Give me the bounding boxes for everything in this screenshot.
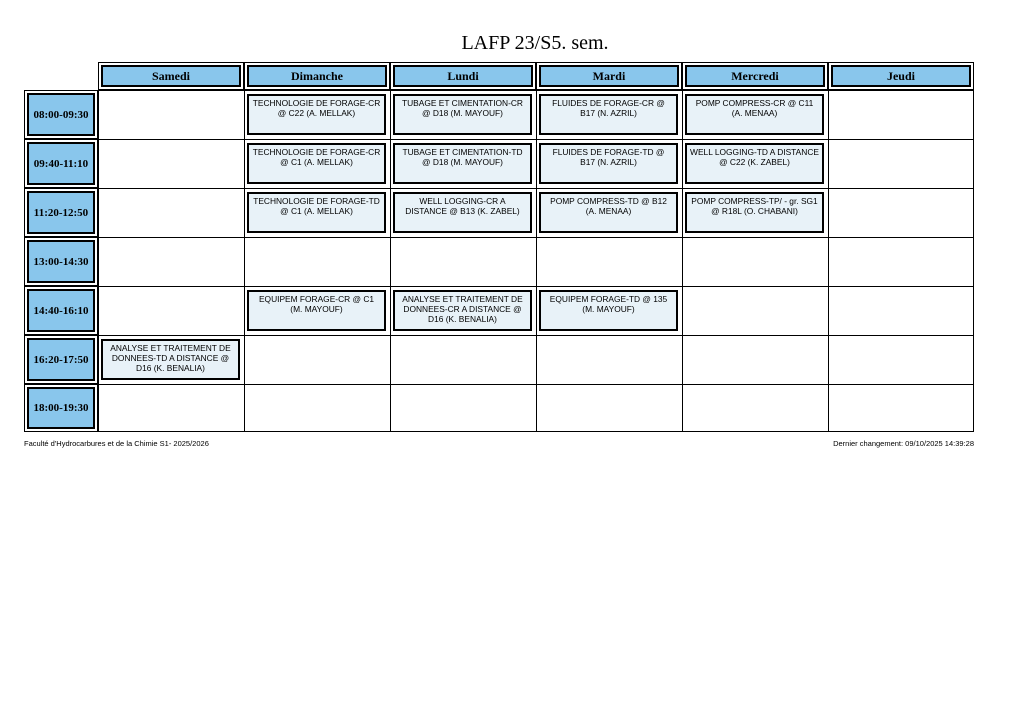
time-header-label: 18:00-19:30 xyxy=(27,387,95,429)
course-block[interactable]: TECHNOLOGIE DE FORAGE-CR @ C1 (A. MELLAK) xyxy=(247,143,386,184)
day-header-label: Lundi xyxy=(393,65,533,87)
time-header-label: 16:20-17:50 xyxy=(27,338,95,381)
grid-row-divider xyxy=(99,139,973,140)
course-block[interactable]: EQUIPEM FORAGE-TD @ 135 (M. MAYOUF) xyxy=(539,290,678,331)
time-header xyxy=(24,286,98,335)
course-block[interactable]: POMP COMPRESS-CR @ C11 (A. MENAA) xyxy=(685,94,824,135)
grid-column-divider xyxy=(682,91,683,431)
course-block[interactable]: WELL LOGGING-TD A DISTANCE @ C22 (K. ZABEL) xyxy=(685,143,824,184)
course-block[interactable]: POMP COMPRESS-TD @ B12 (A. MENAA) xyxy=(539,192,678,233)
timetable-grid xyxy=(98,90,974,432)
course-block[interactable]: ANALYSE ET TRAITEMENT DE DONNEES-CR A DISTANCE @ D16 (K. BENALIA) xyxy=(393,290,532,331)
footer-last-change: Dernier changement: 09/10/2025 14:39:28 xyxy=(833,439,974,448)
course-block[interactable]: FLUIDES DE FORAGE-CR @ B17 (N. AZRIL) xyxy=(539,94,678,135)
day-header-dimanche xyxy=(244,62,390,90)
grid-column-divider xyxy=(536,91,537,431)
grid-column-divider xyxy=(244,91,245,431)
time-header xyxy=(24,139,98,188)
course-block[interactable]: WELL LOGGING-CR A DISTANCE @ B13 (K. ZABEL) xyxy=(393,192,532,233)
course-block[interactable]: ANALYSE ET TRAITEMENT DE DONNEES-TD A DISTANCE @ D16 (K. BENALIA) xyxy=(101,339,240,380)
day-header-jeudi xyxy=(828,62,974,90)
course-block[interactable]: TUBAGE ET CIMENTATION-CR @ D18 (M. MAYOUF) xyxy=(393,94,532,135)
day-header-label: Dimanche xyxy=(247,65,387,87)
time-header-label: 14:40-16:10 xyxy=(27,289,95,332)
day-header-mardi xyxy=(536,62,682,90)
time-header-label: 13:00-14:30 xyxy=(27,240,95,283)
grid-column-divider xyxy=(390,91,391,431)
day-header-label: Mardi xyxy=(539,65,679,87)
grid-row-divider xyxy=(99,286,973,287)
course-block[interactable]: FLUIDES DE FORAGE-TD @ B17 (N. AZRIL) xyxy=(539,143,678,184)
time-header-label: 11:20-12:50 xyxy=(27,191,95,234)
footer-institution: Faculté d'Hydrocarbures et de la Chimie S1- 2025/2026 xyxy=(24,439,209,448)
time-header xyxy=(24,335,98,384)
day-header-samedi xyxy=(98,62,244,90)
day-header-mercredi xyxy=(682,62,828,90)
grid-column-divider xyxy=(828,91,829,431)
grid-row-divider xyxy=(99,384,973,385)
time-header xyxy=(24,188,98,237)
time-header xyxy=(24,384,98,432)
day-header-label: Jeudi xyxy=(831,65,971,87)
course-block[interactable]: TUBAGE ET CIMENTATION-TD @ D18 (M. MAYOUF) xyxy=(393,143,532,184)
day-header-lundi xyxy=(390,62,536,90)
course-block[interactable]: TECHNOLOGIE DE FORAGE-CR @ C22 (A. MELLAK) xyxy=(247,94,386,135)
grid-row-divider xyxy=(99,237,973,238)
grid-row-divider xyxy=(99,335,973,336)
course-block[interactable]: POMP COMPRESS-TP/ - gr. SG1 @ R18L (O. CHABANI) xyxy=(685,192,824,233)
page-title: LAFP 23/S5. sem. xyxy=(461,32,609,54)
time-header-label: 08:00-09:30 xyxy=(27,93,95,136)
time-header-label: 09:40-11:10 xyxy=(27,142,95,185)
day-header-label: Samedi xyxy=(101,65,241,87)
grid-row-divider xyxy=(99,188,973,189)
time-header xyxy=(24,90,98,139)
course-block[interactable]: TECHNOLOGIE DE FORAGE-TD @ C1 (A. MELLAK) xyxy=(247,192,386,233)
day-header-label: Mercredi xyxy=(685,65,825,87)
time-header xyxy=(24,237,98,286)
course-block[interactable]: EQUIPEM FORAGE-CR @ C1 (M. MAYOUF) xyxy=(247,290,386,331)
